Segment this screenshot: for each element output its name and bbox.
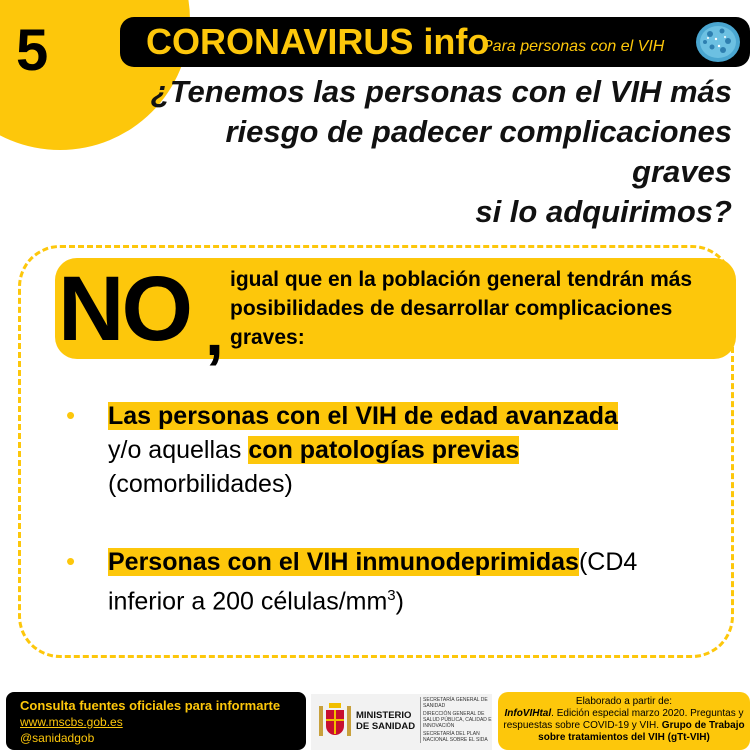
page-title: CORONAVIRUS info	[146, 21, 490, 62]
footer-credit-text	[502, 696, 746, 744]
footer-twitter-handle[interactable]: @sanidadgob	[20, 731, 95, 745]
credit-group: Grupo de Trabajo sobre tratamientos del VIH (gTt-VIH)	[538, 720, 745, 743]
footer-consult-text: Consulta fuentes oficiales para informarte	[20, 698, 281, 713]
department-line: SECRETARÍA DEL PLAN NACIONAL SOBRE EL SIDA	[423, 731, 488, 743]
highlight-text: con patologías previas	[248, 436, 520, 464]
credit-intro: Elaborado a partir de:	[575, 696, 673, 707]
bullet-text: )	[395, 587, 404, 616]
ministry-departments	[420, 697, 493, 743]
answer-explanation: igual que en la población general tendrán más posibilidades de desarrollar complicaciones graves:	[230, 268, 693, 349]
bullet-item	[108, 545, 708, 618]
bullet-marker: •	[66, 546, 76, 576]
bullet-text: (CD4 inferior a 200 células/mm	[108, 548, 638, 616]
footer-link-ministry[interactable]: www.mscbs.gob.es	[20, 715, 123, 729]
bullet-item	[108, 399, 718, 501]
answer-no: NO	[58, 258, 190, 360]
coronavirus-icon	[690, 17, 746, 67]
answer-comma: ,	[205, 294, 224, 370]
bullet-text: y/o aquellas	[108, 436, 242, 464]
ministry-name	[356, 710, 420, 732]
superscript: 3	[387, 587, 396, 604]
question-line: riesgo de padecer complicaciones graves	[225, 114, 732, 189]
page-subtitle: Para personas con el VIH	[482, 38, 665, 55]
bullet-text: (comorbilidades)	[108, 470, 293, 498]
bullet-marker: •	[66, 400, 76, 430]
ministry-name-line: MINISTERIO	[356, 710, 412, 721]
department-line: DIRECCIÓN GENERAL DE SALUD PÚBLICA, CALIDAD E INNOVACIÓN	[423, 711, 492, 729]
credit-description: . Edición especial marzo 2020. Preguntas y respuestas sobre COVID-19 y VIH.	[503, 708, 744, 731]
ministry-name-line: DE SANIDAD	[356, 721, 416, 732]
highlight-text: Las personas con el VIH de edad avanzada	[108, 402, 618, 430]
highlight-text: Personas con el VIH inmunodeprimidas	[108, 548, 579, 576]
department-line: SECRETARÍA GENERAL DE SANIDAD	[423, 697, 488, 709]
credit-publication: InfoVIHtal	[504, 708, 552, 719]
spain-coat-of-arms-icon	[316, 700, 354, 744]
question-line: si lo adquirimos?	[475, 194, 732, 229]
question-line: ¿Tenemos las personas con el VIH más	[150, 74, 732, 109]
card-number: 5	[16, 18, 49, 83]
question-text	[130, 72, 732, 232]
